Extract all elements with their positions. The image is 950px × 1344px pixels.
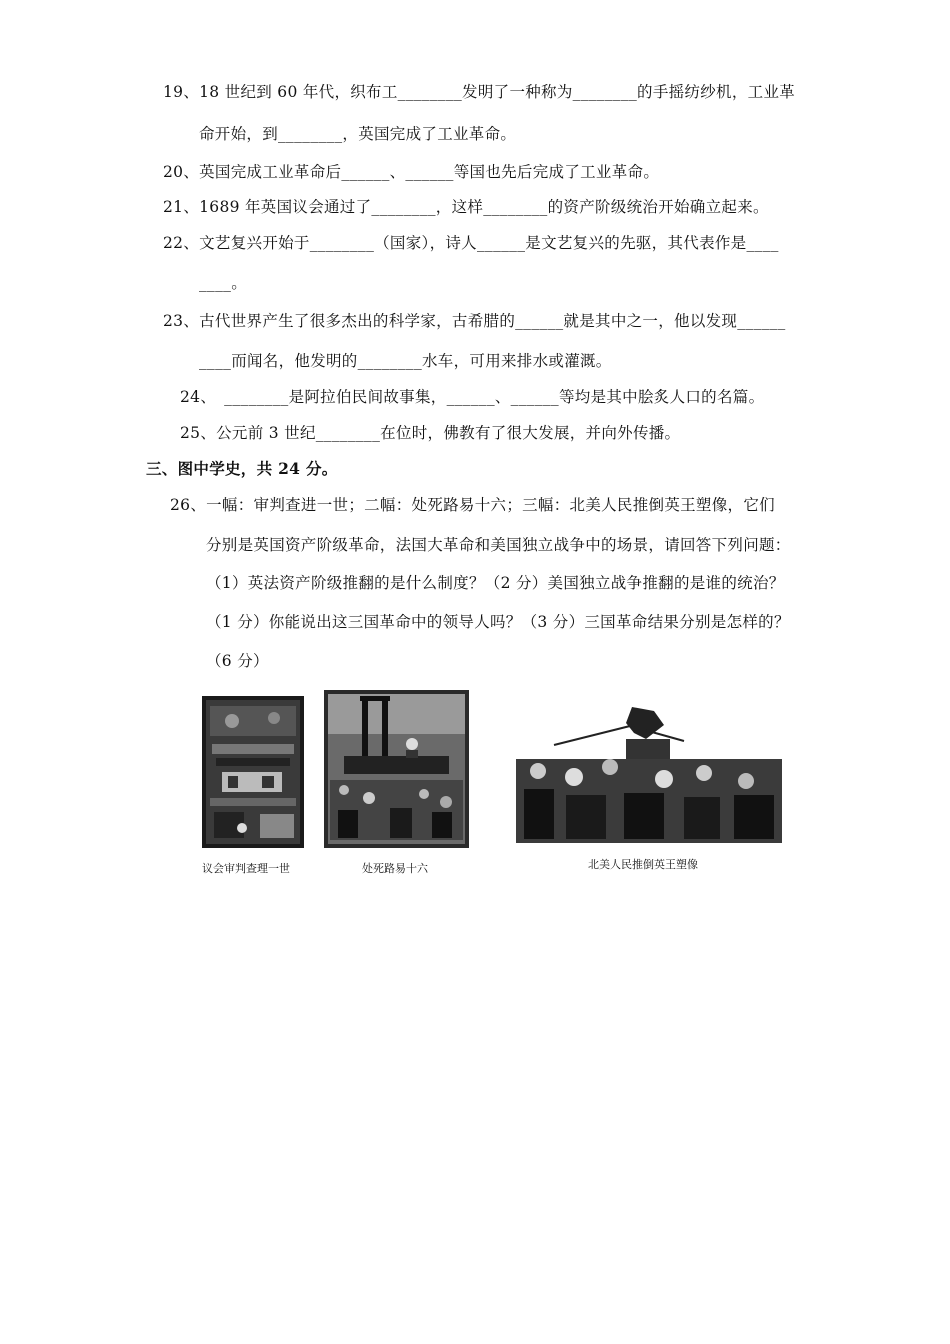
question-19-line-2: 命开始，到________，英国完成了工业革命。 bbox=[199, 125, 517, 143]
section-3-heading: 三、图中学史，共 24 分。 bbox=[146, 459, 338, 478]
execution-caption: 处死路易十六 bbox=[362, 862, 428, 875]
question-26-line-1: 26、一幅：审判查进一世；二幅：处死路易十六；三幅：北美人民推倒英王塑像，它们 bbox=[170, 496, 775, 514]
question-26-line-2: 分别是英国资产阶级革命，法国大革命和美国独立战争中的场景，请回答下列问题： bbox=[206, 536, 791, 554]
trial-engraving-image bbox=[202, 696, 304, 848]
statue-toppling-engraving-image bbox=[514, 705, 784, 845]
statue-caption: 北美人民推倒英王塑像 bbox=[588, 858, 698, 871]
question-22-line-2: ____。 bbox=[199, 274, 248, 292]
question-19-line-1: 19、18 世纪到 60 年代，织布工________发明了一种称为________的手摇纺纱机，工业革 bbox=[163, 83, 796, 101]
question-22-line-1: 22、文艺复兴开始于________（国家），诗人______是文艺复兴的先驱，其代表作是____ bbox=[163, 234, 779, 252]
question-21-line-1: 21、1689 年英国议会通过了________，这样________的资产阶级统治开始确立起来。 bbox=[163, 198, 769, 216]
trial-caption: 议会审判查理一世 bbox=[202, 862, 290, 875]
question-20-line-1: 20、英国完成工业革命后______、______等国也先后完成了工业革命。 bbox=[163, 163, 660, 181]
question-23-line-2: ____而闻名，他发明的________水车，可用来排水或灌溉。 bbox=[199, 352, 612, 370]
question-24-line-1: 24、 ________是阿拉伯民间故事集，______、______等均是其中脍炙人口的名篇。 bbox=[180, 388, 765, 406]
question-26-line-4: （1 分）你能说出这三国革命中的领导人吗？（3 分）三国革命结果分别是怎样的？ bbox=[206, 613, 790, 631]
question-23-line-1: 23、古代世界产生了很多杰出的科学家，古希腊的______就是其中之一，他以发现______ bbox=[163, 312, 786, 330]
question-26-line-3: （1）英法资产阶级推翻的是什么制度？（2 分）美国独立战争推翻的是谁的统治？ bbox=[206, 574, 785, 592]
question-26-line-5: （6 分） bbox=[206, 652, 269, 670]
execution-engraving-image bbox=[324, 690, 469, 848]
question-25-line-1: 25、公元前 3 世纪________在位时，佛教有了很大发展，并向外传播。 bbox=[180, 424, 681, 442]
